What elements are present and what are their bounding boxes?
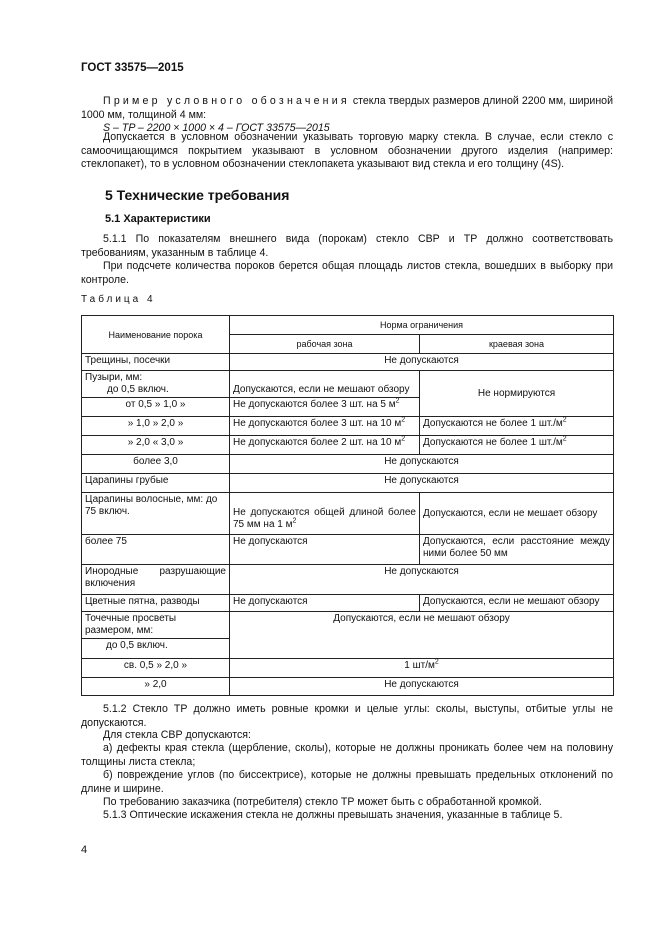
cell-norm: Не допускаются	[230, 474, 614, 493]
cell-defect: Цветные пятна, разводы	[82, 595, 230, 612]
cell-defect: от 0,5 » 1,0 »	[82, 398, 230, 417]
cell-work: Не допускаются более 3 шт. на 10 $м^2$	[230, 417, 420, 436]
page-number: 4	[81, 844, 88, 856]
paragraph-5-1-1-b: При подсчете количества пороков берется общая площадь листов стекла, вошедших в выборку при контроле.	[81, 260, 613, 286]
cell-work: Не допускаются общей длиной более 75 мм на 1 $м^2$	[230, 493, 420, 535]
example-label: Пример условного обозначения	[103, 95, 350, 107]
table-row	[82, 659, 614, 678]
cell-defect: » 2,0	[82, 678, 230, 696]
cell-work: Допускаются, если не мешают обзору	[230, 371, 420, 398]
cell-edge: Допускаются, если не мешает обзору	[420, 493, 614, 535]
example-paragraph	[81, 95, 613, 122]
cell-norm: Не допускаются	[230, 565, 614, 595]
cell-defect: более 75	[82, 535, 230, 565]
cell-norm: Не допускаются	[230, 678, 614, 696]
cell-norm: 1 $шт/м^2$	[230, 659, 614, 678]
header-edge-zone: краевая зона	[420, 335, 614, 354]
example-text: стекла твердых размеров длиной 2200 мм, шириной 1000 мм, толщиной 4 мм:	[81, 95, 613, 121]
bubbles-upto: до 0,5 включ.	[107, 384, 169, 395]
table-row	[82, 612, 614, 639]
defects-table	[81, 315, 614, 696]
header-norm: Норма ограничения	[230, 316, 614, 335]
cell-edge: Допускаются, если не мешают обзору	[420, 595, 614, 612]
cell-norm: Не допускаются	[230, 354, 614, 371]
cell-edge: Допускаются не более 1 $шт./м^2$	[420, 436, 614, 455]
table-row	[82, 678, 614, 696]
cell-edge: Допускаются не более 1 $шт./м^2$	[420, 417, 614, 436]
table-row	[82, 455, 614, 474]
intro-paragraph: Допускается в условном обозначении указывать торговую марку стекла. В случае, если стекло с самоочищающимся покрытием указывают в условном обозначении другого изделия (например: стеклопакет), то в условном обозначении стеклопакета указывают вид стекла и его толщину (4S).	[81, 131, 613, 170]
paragraph-5-1-2-b: а) дефекты края стекла (щербление, сколы), которые не должны проникать более чем на половину толщины листа стекла;	[81, 742, 613, 768]
table-caption: Таблица 4	[81, 294, 156, 305]
cell-edge: Не нормируются	[420, 371, 614, 417]
cell-norm: Допускаются, если не мешают обзору	[230, 612, 614, 659]
cell-defect: Трещины, посечки	[82, 354, 230, 371]
table-row	[82, 595, 614, 612]
subsection-title: 5.1 Характеристики	[105, 213, 211, 225]
document-header: ГОСТ 33575—2015	[81, 62, 184, 74]
table-row	[82, 417, 614, 436]
paragraph-5-1-2-a: Для стекла СВР допускаются:	[103, 729, 251, 741]
paragraph-5-1-2: 5.1.2 Стекло ТР должно иметь ровные кромки и целые углы: сколы, выступы, отбитые углы не допускаются.	[81, 703, 613, 729]
cell-defect: св. 0,5 » 2,0 »	[82, 659, 230, 678]
cell-defect: Инородные разрушающие включения	[82, 565, 230, 595]
cell-defect: более 3,0	[82, 455, 230, 474]
table-row	[82, 371, 614, 398]
cell-defect: до 0,5 включ.	[82, 639, 230, 659]
cell-norm: Не допускаются	[230, 455, 614, 474]
table-header-row	[82, 316, 614, 335]
table-row	[82, 493, 614, 535]
cell-work: Не допускаются более 3 шт. на 5 $м^2$	[230, 398, 420, 417]
cell-defect: » 2,0 « 3,0 »	[82, 436, 230, 455]
cell-defect: » 1,0 » 2,0 »	[82, 417, 230, 436]
paragraph-5-1-2-c: б) повреждение углов (по биссектрисе), которые не должны превышать предельных отклонений по длине и ширине.	[81, 769, 613, 795]
paragraph-5-1-2-d: По требованию заказчика (потребителя) стекло ТР может быть с обработанной кромкой.	[103, 796, 542, 808]
cell-work: Не допускаются	[230, 595, 420, 612]
table-row	[82, 474, 614, 493]
paragraph-5-1-1: 5.1.1 По показателям внешнего вида (порокам) стекло СВР и ТР должно соответствовать требованиям, указанным в таблице 4.	[81, 233, 613, 259]
cell-edge: Допускаются, если расстояние между ними более 50 мм	[420, 535, 614, 565]
table-row	[82, 565, 614, 595]
header-defect: Наименование порока	[82, 316, 230, 354]
cell-work: Не допускаются более 2 шт. на 10 $м^2$	[230, 436, 420, 455]
designation-example: S – TP – 2200 × 1000 × 4 – ГОСТ 33575—2015	[103, 122, 330, 134]
cell-work: Не допускаются	[230, 535, 420, 565]
cell-defect: Царапины волосные, мм: до 75 включ.	[82, 493, 230, 535]
cell-defect: Точечные просветы размером, мм:	[82, 612, 230, 639]
bubbles-label: Пузыри, мм:	[85, 372, 143, 383]
cell-defect: Царапины грубые	[82, 474, 230, 493]
cell-defect	[82, 371, 230, 398]
paragraph-5-1-3: 5.1.3 Оптические искажения стекла не должны превышать значения, указанные в таблице 5.	[103, 809, 563, 821]
table-row	[82, 535, 614, 565]
table-row	[82, 354, 614, 371]
header-work-zone: рабочая зона	[230, 335, 420, 354]
section-title: 5 Технические требования	[105, 187, 290, 203]
table-row	[82, 436, 614, 455]
